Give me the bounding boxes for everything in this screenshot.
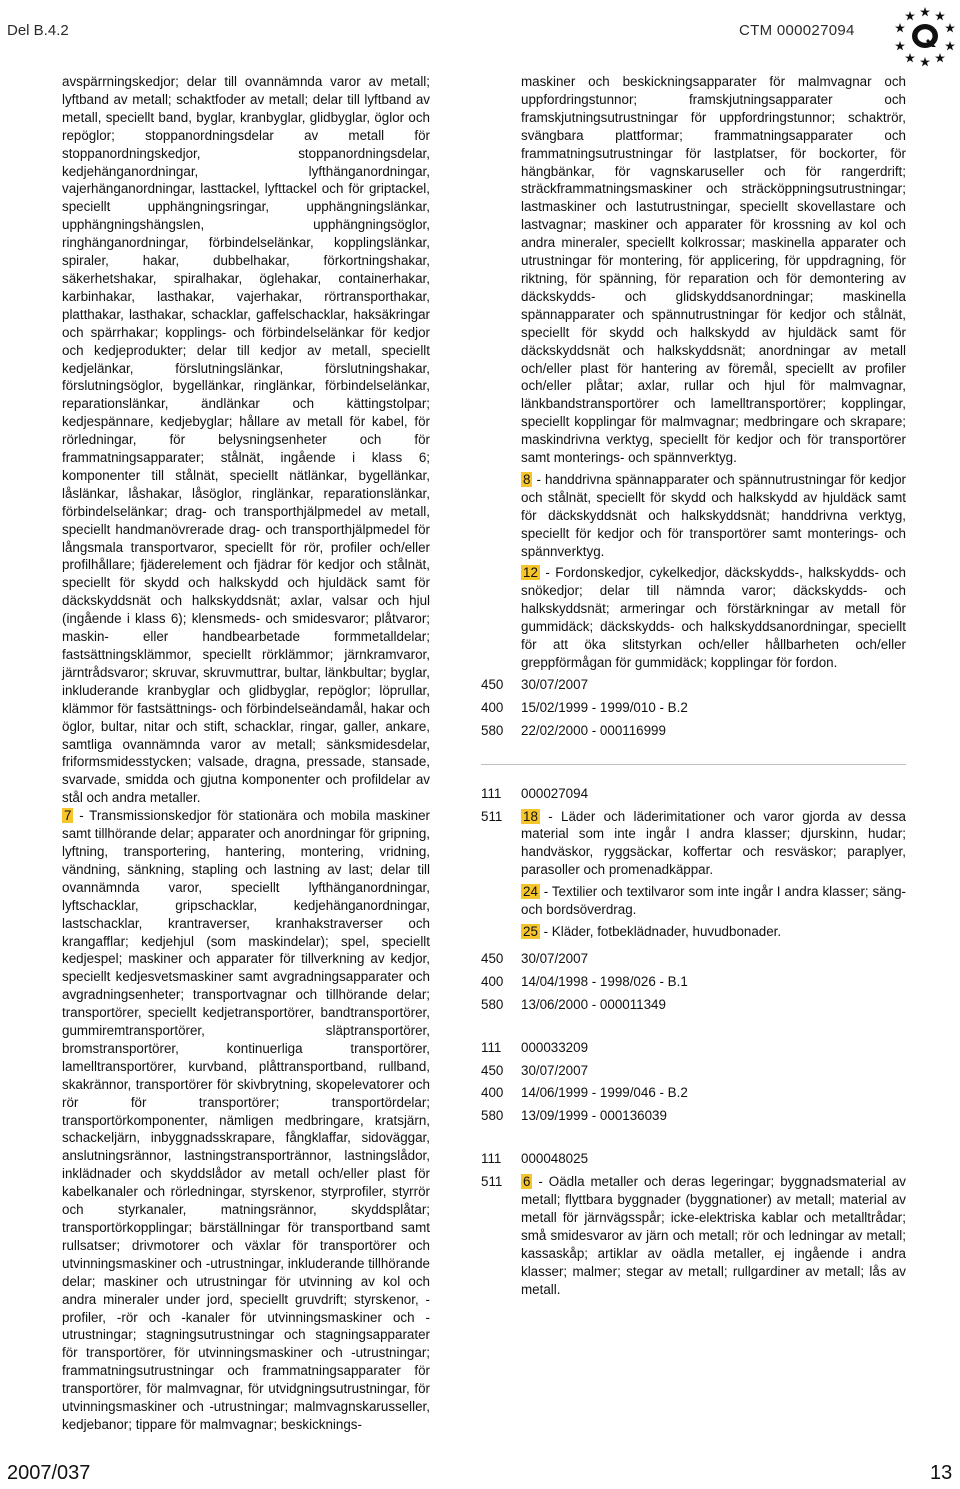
- field-code: 400: [481, 1085, 504, 1101]
- class-24-entry: [521, 883, 906, 919]
- class-12-block: [481, 73, 906, 672]
- record-separator: [481, 764, 906, 765]
- record-row: [481, 1150, 906, 1168]
- class-25-entry: [521, 923, 906, 941]
- header-trademark-number: CTM 000027094: [739, 22, 855, 39]
- class-12-text: - Fordonskedjor, cykelkedjor, däckskydds-, halkskydds- och snökedjor; delar till nämnda varor; däckskydds- och halkskyddsnät; armeringar och förstärkningar av metall för gummidäck; däckskydds- och halkskyddsanordningar, speciellt för att öka slitstyrkan och/eller hållbarheten och/eller greppförmågan för gummidäck; kopplingar för fordon.: [521, 565, 906, 670]
- field-value: 15/02/1999 - 1999/010 - B.2: [521, 699, 688, 715]
- footer-page-number: 13: [930, 1462, 953, 1484]
- header-section-label: Del B.4.2: [7, 22, 69, 39]
- record-2: [481, 785, 906, 1014]
- field-code: 111: [481, 1151, 502, 1167]
- field-code: 580: [481, 722, 504, 738]
- classes-list: [521, 808, 906, 945]
- record-1-dates: [481, 676, 906, 740]
- record-row: [481, 1107, 906, 1125]
- class-number-badge: 7: [64, 808, 72, 824]
- field-value: 30/07/2007: [521, 950, 589, 966]
- class-8-text: - handdrivna spännapparater och spännutrustningar för kedjor och stålnät, speciellt för skydd och halkskydd av hjuldäck samt för däckskyddsnät och halkskyddsnät; handdrivna verktyg, speciellt för kedjor och för transportörer samt monterings- och spännverktyg.: [521, 471, 906, 559]
- field-code: 400: [481, 973, 504, 989]
- ohim-logo-icon: [892, 3, 958, 69]
- record-row: [481, 996, 906, 1014]
- record-3: [481, 1039, 906, 1126]
- record-row: [481, 722, 906, 740]
- class-24-text: - Textilier och textilvaror som inte ingår I andra klasser; säng- och bordsöverdrag.: [521, 884, 906, 918]
- class-number-badge: 12: [523, 565, 538, 581]
- class-number-badge: 25: [523, 923, 538, 939]
- class-7-text: - Transmissionskedjor för stationära och mobila maskiner samt tillhörande delar; apparater och anordningar för gripning, lyftning, transportering, hantering, montering, vridning, vändning, sänkning, stapling och lastning av last; delar till ovannämnda varor, speciellt lyfthänganordningar, lyftschacklar, gripschacklar, kedjehänganordningar, lastschacklar, krantraverser, kranhakstraverser och krangafflar; kedjehjul (som maskindelar); spel, speciellt kedjespel; maskiner och apparater för tillverkning av kedjor, speciellt kedjesvetsmaskiner samt avgradningsapparater och avgradningsenheter; transportvagnar och tillhörande delar; transportörer, speciellt kedjetransportörer, bandtransportörer, gummiremtransportörer, släptransportörer, bromstransportörer, kontinuerliga transportörer, lamelltransportörer, kurvband, plåttransportband, rullband, skakrännor, transportörer för skivbrytning, skopelevatorer och rör för transportörer; transportördelar; transportörkomponenter, nämligen medbringare, kratsjärn, schackeljärn, inbyggnadsskrapare, fångklaffar, sidoväggar, anslutningsrännor, lastningstransportrännor, lastningslådor, inklädnader och skyddslådor av metall och/eller plast för kabelkanaler och rörledningar, styrskenor, styrprofiler, styrrör och styrkanaler, matningsrännor, skyddsplåtar; transportörkopplingar; bärställningar för transportband samt rullsatser; drivmotorer och växlar för transportörer och utvinningsmaskiner och -utrustningar, inkluderande tillhörande delar; maskiner och utrustningar för utvinning av kol och andra mineraler under jord, speciellt gruvdrift; styrskenor, -profiler, -rör och -kanaler för utvinningsmaskiner och -utrustningar; stagningsutrustningar och stagningsapparater för transportörer, för utvinningsmaskiner och -utrustningar; frammatningsutrustningar och frammatningsapparater för transportörer, för malmvagnar, för utvidgningsutrustningar, för utvinningsmaskiner och -utrustningar; malmvagnskarusseller, kedjebanor; tippare för malmvagnar; beskicknings-: [62, 808, 430, 1432]
- field-code: 511: [481, 1174, 503, 1190]
- record-gap: [481, 1019, 906, 1039]
- footer-issue-number: 2007/037: [7, 1462, 91, 1484]
- field-value: 14/06/1999 - 1999/046 - B.2: [521, 1085, 688, 1101]
- class-25-text: - Kläder, fotbeklädnader, huvudbonader.: [539, 923, 782, 939]
- record-4: [481, 1150, 906, 1302]
- field-value: 30/07/2007: [521, 1062, 589, 1078]
- record-row: [481, 973, 906, 991]
- record-row-classes: [481, 1173, 906, 1302]
- class-number-badge: 6: [523, 1174, 531, 1190]
- goods-text-continued: avspärrningskedjor; delar till ovannämnda varor av metall; lyftband av metall; schaktfoder av metall; delar till lyftband av metall, speciellt band, byglar, kranbyglar, glidbyglar, öglor och repöglor; stoppanordningsdelar av metall för stoppanordningskedjor, stoppanordningsdelar, kedjehänganordningar, lyfthänganordningar, vajerhänganordningar, lasttackel, lyfttackel och för griptackel, speciellt upphängningsringar, upphängningslänkar, upphängningshängslen, upphängningsöglor, ringhänganordningar, förbindelselänkar, kopplingslänkar, spiraler, hakar, dubbelhakar, förkortningshakar, säkerhetshakar, spiralhakar, öglehakar, containerhakar, karbinhakar, lasthakar, vajerhakar, rörtransporthakar, platthakar, lasthakar, schacklar, gaffelschacklar, haksäkringar och spärrhakar; kopplings- och förbindelselänkar för kedjor och kedjeprodukter; delar till kedjor av metall, speciellt kedjelänkar, förslutningslänkar, förslutningshakar, förslutningsöglor, bygellänkar, ringlänkar, förbindelselänkar, reparationslänkar, ändlänkar och kättingstolpar; kedjespännare, kedjebyglar; hållare av metall för kabel, för rörledningar, för belysningsenheter och för frammatningsapparater; stålnät, ingående i klass 6; komponenter till stålnät, speciellt nätlänkar, bygellänkar, låslänkar, låshakar, låsöglor, ringlänkar, reparationslänkar, förbindelselänkar; drag- och transporthjälpmedel av metall, speciellt handmanövrerade drag- och transporthjälpmedel för långsmala transportvaror, speciellt för rör, profiler och/eller profilhållare; fjäderelement och fjädrar för kedjor och stålnät, speciellt för skydd och halkskydd och hjuldäck samt för däckskyddsnät och halkskyddsnät; axlar, valsar och hjul (ingående i klass 6); klensmeds- och smidesvaror; plåtvaror; maskin- eller handbearbetade formmetalldelar; fastsättningsklämmor, speciellt rörklämmor; järnkramvaror, järntrådsvaror; skruvar, skruvmuttrar, bultar, länkbultar; byglar, inkluderande kranbyglar och glidbyglar, repöglor; löprullar, klämmor för fastsättnings- och förbindelseändamål, hakar och öglor, bultar, nitar och stift, schacklar, ringar, galler, ankare, samtliga ovannämnda varor av metall; sänksmidesdelar, friformsmidesstycken; valsade, dragna, pressade, stansade, svarvade, smidda och gjutna komponenter och profildelar av stål och andra metaller.: [62, 74, 430, 806]
- class-6-entry: [521, 1173, 906, 1298]
- right-column: [481, 73, 906, 1307]
- field-value: 13/09/1999 - 000136039: [521, 1108, 667, 1124]
- record-row: [481, 950, 906, 968]
- record-row: [481, 1062, 906, 1080]
- field-value: 14/04/1998 - 1998/026 - B.1: [521, 973, 688, 989]
- record-row: [481, 699, 906, 717]
- trademark-number: 000048025: [521, 1151, 589, 1167]
- record-row: [481, 1084, 906, 1102]
- record-row-classes: [481, 808, 906, 945]
- class-number-badge: 8: [523, 471, 531, 487]
- field-value: 13/06/2000 - 000011349: [521, 996, 666, 1012]
- field-value: 22/02/2000 - 000116999: [521, 722, 666, 738]
- field-code: 511: [481, 808, 503, 824]
- field-code: 111: [481, 1039, 502, 1055]
- record-row: [481, 1039, 906, 1057]
- class-8-entry: [521, 471, 906, 561]
- trademark-number: 000027094: [521, 785, 589, 801]
- class-6-text: - Oädla metaller och deras legeringar; byggnadsmaterial av metall; flyttbara byggnader (byggnationer) av metall; material av metall för järnvägsspår; icke-elektriska kablar och metalltrådar; små smidesvaror av järn och metall; rör och ledningar av metall; kassaskåp; artiklar av oädla metaller, ej ingående i andra klasser; malmer; stegar av metall; rullgardiner av metall; lås av metall.: [521, 1174, 906, 1297]
- record-row: [481, 785, 906, 803]
- goods-text-continued-right: maskiner och beskickningsapparater för malmvagnar och uppfordringstunnor; framskjutningsapparater och framskjutningsutrustningar för uppfordringstunnor; schaktrör, svängbara plattformar; frammatningsapparater och frammatningsutrustningar för lastplatser, för bockorter, för hängbänkar, för vagnskaruseller och för rangerdrift; sträckframmatningsmaskiner och sträcköppningsutrustningar; lastmaskiner och lastutrustningar, speciellt skovellastare och lastvagnar; maskiner och apparater för krossning av kol och andra mineraler, speciellt kolkrossar; maskinella apparater och utrustningar för montering, för applicering, för uppdragning, för riktning, för spänning, för reparation och för demontering av däckskydds- och glidskyddsanordningar; maskinella spännapparater och spännutrustningar för kedjor och stålnät, speciellt för skydd och halkskydd av hjuldäck samt för däckskyddsnät och halkskyddsnät; anordningar av metall och/eller plast för hantering av föremål, speciellt av profiler och/eller plåtar; axlar, rullar och hjul för malmvagnar, länkbandstransportörer och lamelltransportörer; kopplingar, speciellt kopplingar för malmvagnar; medbringare och skrapare; maskindrivna verktyg, speciellt för kedjor och för transportörer samt monterings- och spännverktyg.: [521, 74, 906, 466]
- left-column: [62, 73, 430, 1434]
- field-value: 000033209: [521, 1039, 589, 1055]
- record-gap: [481, 1130, 906, 1150]
- field-code: 400: [481, 699, 504, 715]
- field-code: 580: [481, 996, 504, 1012]
- field-code: 580: [481, 1108, 504, 1124]
- classes-list: [521, 1173, 906, 1302]
- field-code: 450: [481, 676, 504, 692]
- class-18-text: - Läder och läderimitationer och varor gjorda av dessa material som inte ingår I andra klasser; djurskinn, hudar; handväskor, ryggsäckar, koffertar och resväskor; paraplyer, parasoller och promenadkäppar.: [521, 808, 906, 878]
- class-12-entry: [521, 564, 906, 671]
- class-7-entry: [62, 807, 430, 1434]
- class-number-badge: 24: [523, 884, 538, 900]
- field-code: 450: [481, 950, 504, 966]
- class-18-entry: [521, 808, 906, 880]
- field-code: 111: [481, 785, 502, 801]
- record-row: [481, 676, 906, 694]
- class-number-badge: 18: [523, 808, 538, 824]
- field-code: 450: [481, 1062, 504, 1078]
- field-value: 30/07/2007: [521, 676, 589, 692]
